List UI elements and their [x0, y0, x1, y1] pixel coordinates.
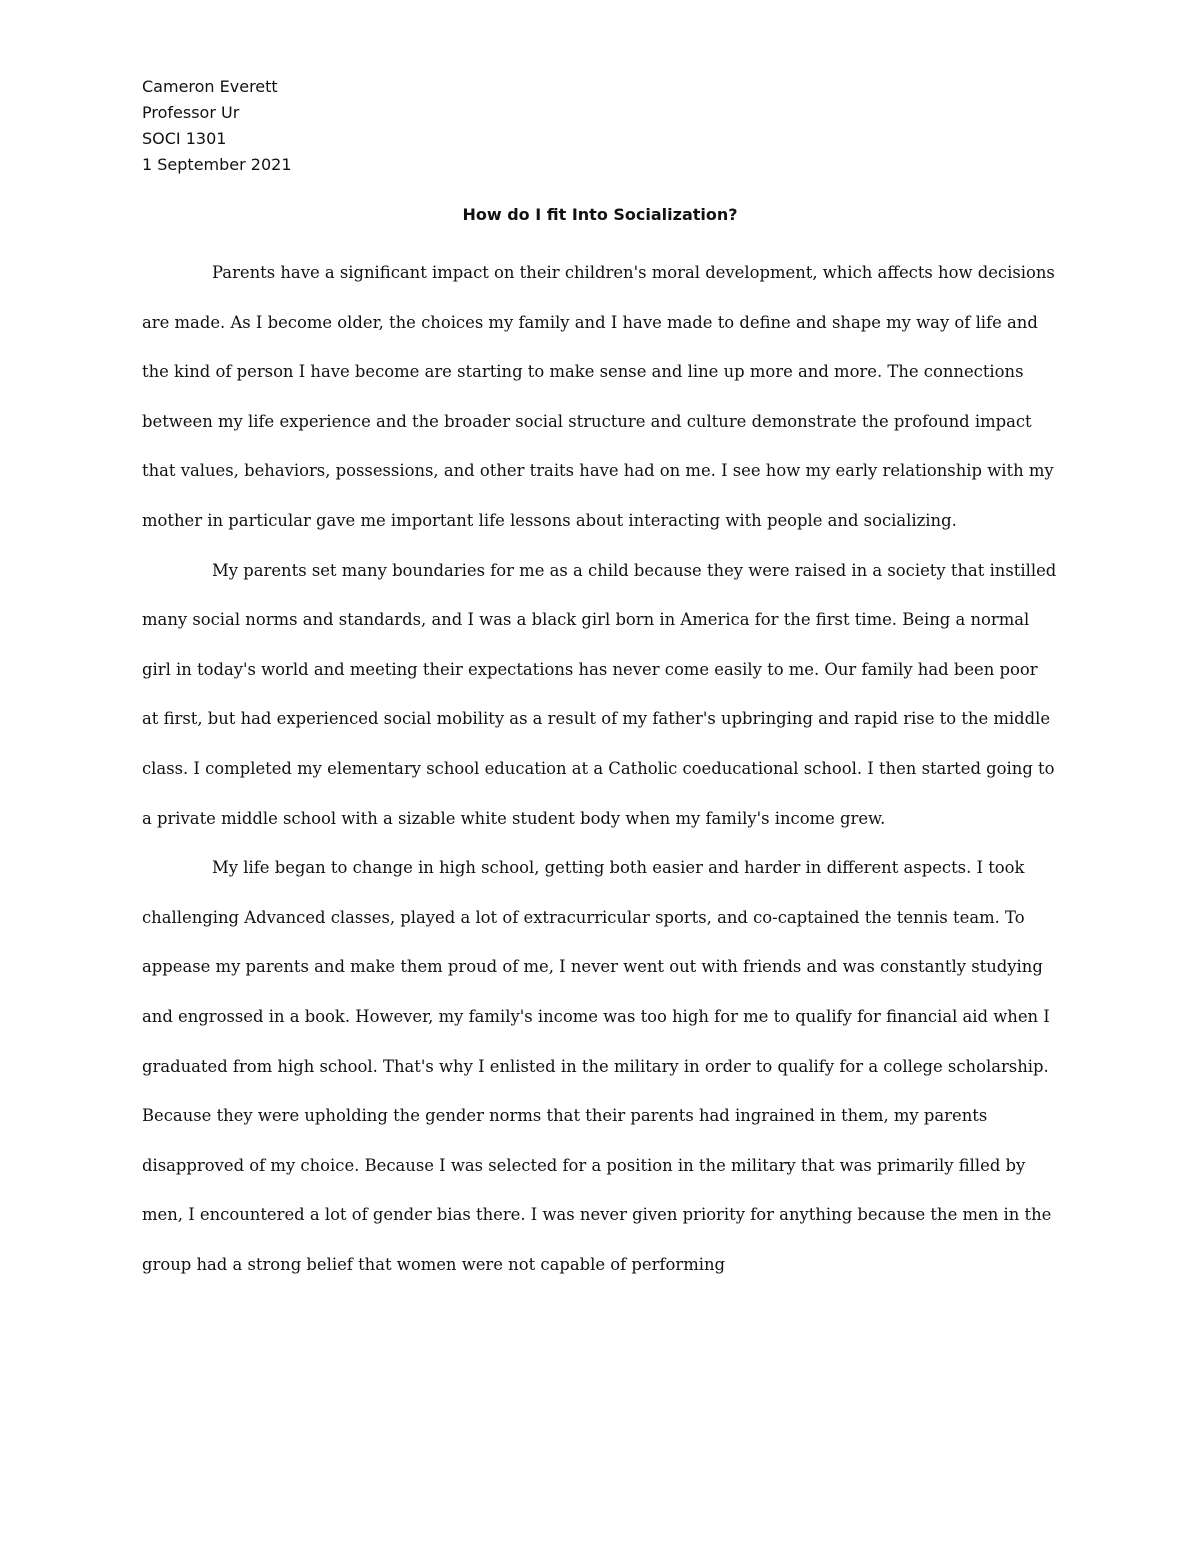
paragraph-2: My parents set many boundaries for me as a child because they were raised in a society that instilled many social norms and standards, and I was a black girl born in America for the first time. Being a normal girl in today's world and meeting their expectations has never come easily to me. Our family had been poor at first, but had experienced social mobility as a result of my father's upbringing and rapid rise to the middle class. I completed my elementary school education at a Catholic coeducational school. I then started going to a private middle school with a sizable white student body when my family's income grew.	[142, 560, 1057, 828]
essay-title: How do I fit Into Socialization?	[462, 205, 738, 224]
course-code: SOCI 1301	[142, 129, 227, 148]
paragraph-1: Parents have a significant impact on their children's moral development, which affects how decisions are made. As I become older, the choices my family and I have made to define and shape my way of life and the kind of person I have become are starting to make sense and line up more and more. The connections between my life experience and the broader social structure and culture demonstrate the profound impact that values, behaviors, possessions, and other traits have had on me. I see how my early relationship with my mother in particular gave me important life lessons about interacting with people and socializing.	[142, 263, 1055, 530]
professor-name: Professor Ur	[142, 103, 240, 122]
paragraph-3: My life began to change in high school, getting both easier and harder in different aspects. I took challenging Advanced classes, played a lot of extracurricular sports, and co-captained the tennis team. To appease my parents and make them proud of me, I never went out with friends and was constantly studying and engrossed in a book. However, my family's income was too high for me to qualify for financial aid when I graduated from high school. That's why I enlisted in the military in order to qualify for a college scholarship. Because they were upholding the gender norms that their parents had ingrained in them, my parents disapproved of my choice. Because I was selected for a position in the military that was primarily filled by men, I encountered a lot of gender bias there. I was never given priority for anything because the men in the group had a strong belief that women were not capable of performing	[142, 858, 1052, 1274]
essay-body	[142, 248, 1058, 1289]
header-block	[142, 74, 292, 178]
date: 1 September 2021	[142, 155, 292, 174]
author-name: Cameron Everett	[142, 77, 278, 96]
